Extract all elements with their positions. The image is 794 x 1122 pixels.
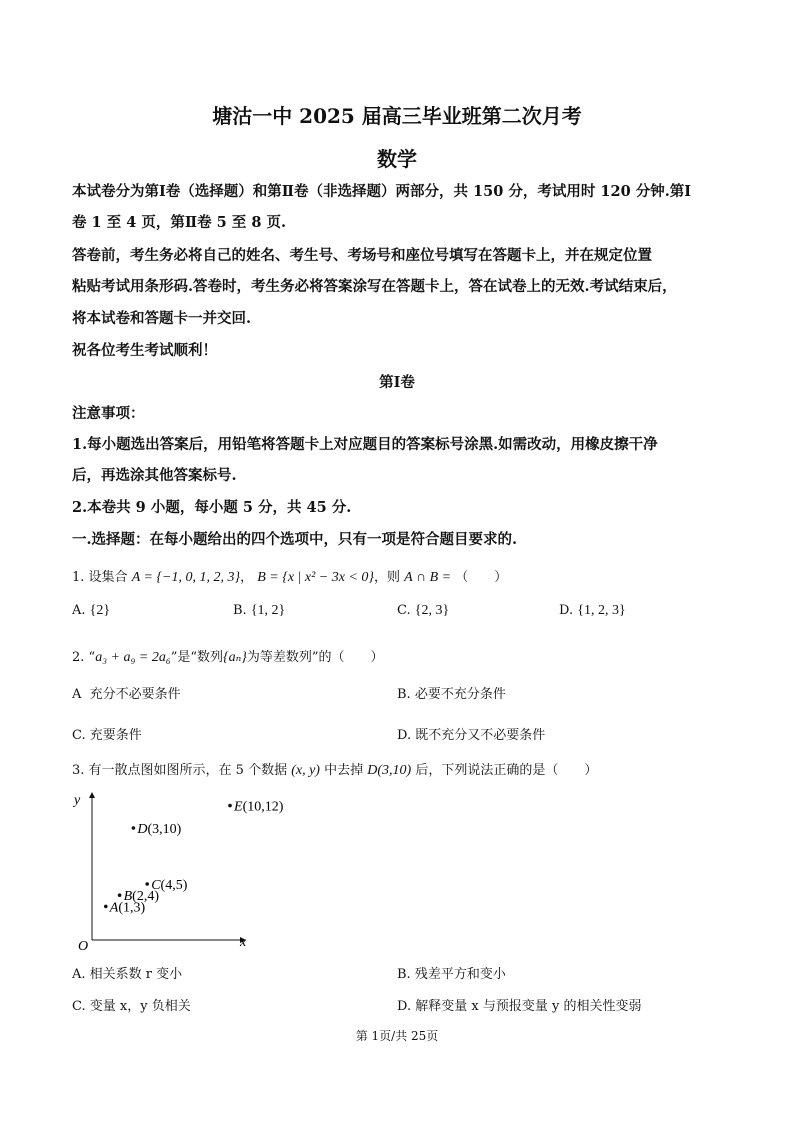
q2-option-a [72,683,181,702]
point-coords: (2,4) [132,889,159,905]
option-label: B. [397,967,411,982]
option-value: {1, 2, 3} [577,603,626,618]
q2-condition: a₃ + a₉ = 2a₆ [95,650,171,665]
point-coords: (1,3) [118,900,146,916]
page-number: 第 1页/共 25页 [355,1029,439,1043]
option-label: D. [397,728,412,743]
question-2 [72,646,384,666]
option-label: C. [72,999,86,1014]
option-label: D. [397,999,412,1014]
intro-line-2: 卷 1 至 4 页，第Ⅱ卷 5 至 8 页. [72,214,287,231]
intro-line-6: 祝各位考生考试顺利！ [72,342,217,359]
q2-option-c [72,724,142,743]
q2-mid: ”是“数列 [170,650,223,665]
option-value: 变量 x，y 负相关 [89,999,191,1014]
q2-suffix: 为等差数列”的（ ） [246,650,384,665]
point-letter: D [137,822,148,837]
q2-sequence: {aₙ} [222,650,247,665]
part-1-heading: 一.选择题：在每小题给出的四个选项中，只有一项是符合题目要求的. [72,531,518,548]
plot-axes [72,792,247,954]
option-value: {2} [89,603,111,618]
q3-mid: 中去掉 [324,763,364,778]
q1-set-b: B = {x | x² − 3x < 0} [257,570,375,585]
q3-option-b [397,963,506,982]
q2-option-d [397,724,545,743]
q3-suffix: 后，下列说法正确的是（ ） [415,763,598,778]
x-axis-label: x [240,935,247,950]
option-label: B. [397,687,411,702]
point-label [136,822,181,837]
q3-prefix: 3. 有一散点图如图所示，在 5 个数据 [72,763,288,778]
q3-pair: (x, y) [291,763,320,778]
point-coords: (10,12) [242,799,284,815]
q3-option-c [72,995,191,1014]
scatter-point [104,905,108,909]
q2-option-b [397,683,506,702]
q1-ask: A ∩ B = [404,570,452,585]
option-label: C. [72,728,86,743]
q1-paren: （ ） [455,570,508,585]
option-label: A. [72,967,86,982]
option-label: A [72,687,82,702]
scatter-point [118,893,122,897]
scatter-point [132,826,136,830]
notes-title: 注意事项： [72,405,145,422]
scatter-point [145,882,149,886]
option-value: 解释变量 x 与预报变量 y 的相关性变弱 [415,999,642,1014]
q3-option-a [72,963,182,982]
question-3 [72,759,597,779]
point-letter: E [234,799,243,815]
q2-prefix: 2. “ [72,650,96,665]
volume-heading: 第Ⅰ卷 [379,374,415,391]
option-value: {2, 3} [414,603,450,618]
q1-option-b [233,603,285,619]
option-value: 充要条件 [89,728,142,743]
option-value: 必要不充分条件 [414,687,506,702]
origin-label: O [78,939,89,954]
y-axis-arrow-icon [89,792,95,798]
point-coords: (4,5) [160,878,188,893]
option-value: 充分不必要条件 [89,687,181,702]
option-value: 相关系数 r 变小 [89,967,183,982]
option-value: {1, 2} [250,603,286,618]
scatter-point [228,804,232,808]
q1-option-d [559,603,626,619]
point-label [151,878,188,893]
note-1-line-1: 1.每小题选出答案后，用铅笔将答题卡上对应题目的答案标号涂黑.如需改动，用橡皮擦干净 [72,436,658,453]
point-coords: (3,10) [147,822,182,837]
q1-option-a [72,603,110,619]
option-value: 残差平方和变小 [414,967,506,982]
intro-line-5: 将本试卷和答题卡一并交回. [72,310,252,327]
scatter-plot [60,784,284,954]
note-1-line-2: 后，再选涂其他答案标号. [72,467,237,484]
option-label: B. [233,603,247,618]
q1-comma: ， [240,570,254,585]
plot-points [104,800,284,916]
q1-option-c [397,603,449,619]
option-label: A. [72,603,86,618]
question-1 [72,566,507,586]
q1-suffix: ，则 [374,570,401,585]
point-letter: B [123,889,133,905]
option-value: 既不充分又不必要条件 [415,728,546,743]
intro-line-1: 本试卷分为第Ⅰ卷（选择题）和第Ⅱ卷（非选择题）两部分，共 150 分，考试用时 120 分钟.第Ⅰ [72,183,692,200]
note-2: 2.本卷共 9 小题，每小题 5 分，共 45 分. [72,499,352,516]
intro-line-4: 粘贴考试用条形码.答卷时，考生务必将答案涂写在答题卡上，答在试卷上的无效.考试结束后， [72,278,677,295]
y-axis-label: y [74,793,81,808]
exam-title: 塘沽一中 2025 届高三毕业班第二次月考 [212,104,582,128]
point-letter: A [109,900,119,916]
option-label: D. [559,603,574,618]
option-label: C. [397,603,411,618]
point-letter: C [151,878,161,893]
q1-prefix: 1. 设集合 [72,570,128,585]
exam-subject: 数学 [377,147,417,171]
point-label [233,800,284,815]
q3-removed-point: D(3,10) [367,763,412,778]
q3-option-d [397,995,641,1014]
intro-line-3: 答卷前，考生务必将自己的姓名、考生号、考场号和座位号填写在答题卡上，并在规定位置 [72,247,652,264]
q1-set-a: A = {−1, 0, 1, 2, 3} [131,570,241,585]
